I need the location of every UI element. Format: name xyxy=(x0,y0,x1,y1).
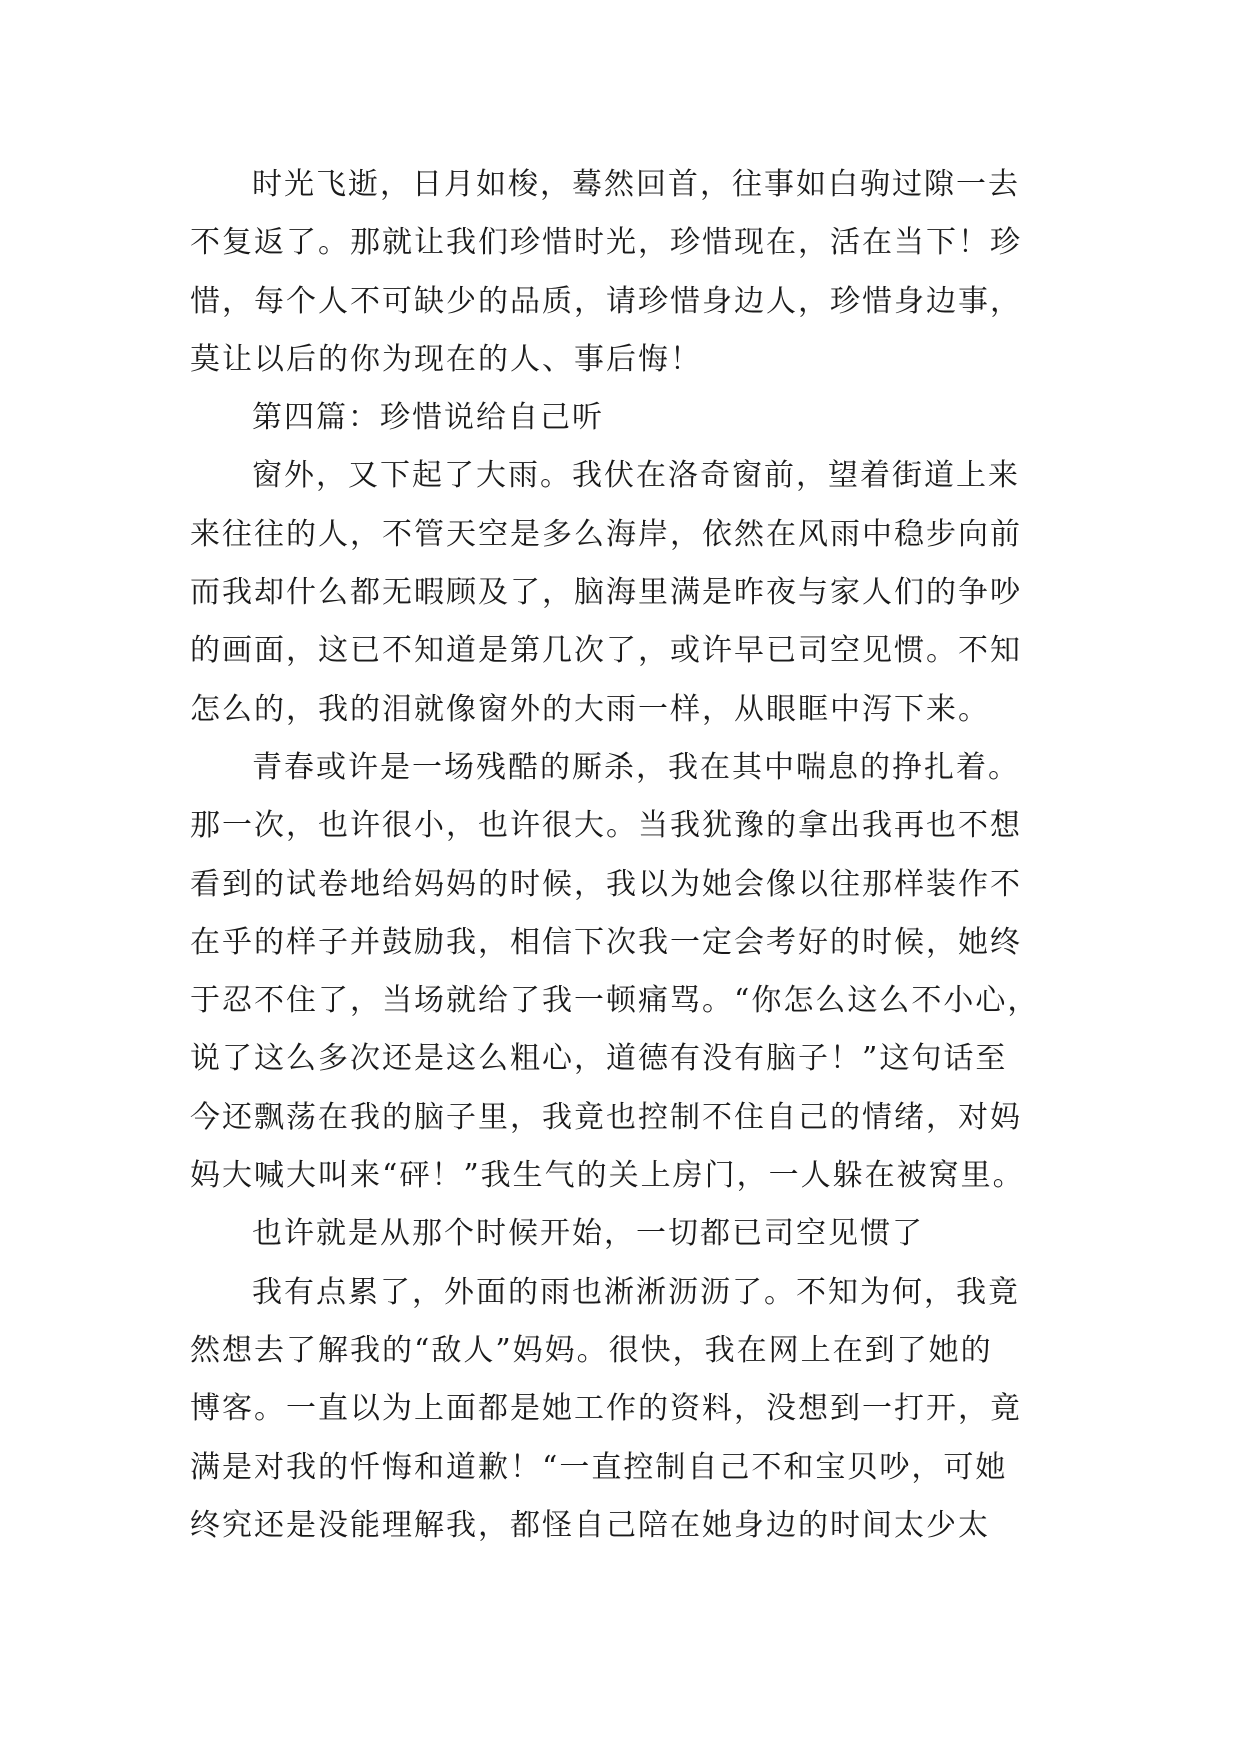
paragraph-line: 于忍不住了，当场就给了我一顿痛骂。“你怎么这么不小心， xyxy=(190,983,1040,1019)
paragraph-line: 而我却什么都无暇顾及了，脑海里满是昨夜与家人们的争吵 xyxy=(190,575,1022,611)
paragraph-line: 时光飞逝，日月如梭，蓦然回首，往事如白驹过隙一去 xyxy=(252,167,1020,202)
document-body xyxy=(190,156,1060,1555)
paragraph-line: 终究还是没能理解我，都怪自己陪在她身边的时间太少太 xyxy=(190,1507,990,1543)
paragraph-line: 的画面，这已不知道是第几次了，或许早已司空见惯。不知 xyxy=(190,633,1022,669)
paragraph-line: 满是对我的忏悔和道歉！“一直控制自己不和宝贝吵，可她 xyxy=(190,1449,1008,1485)
paragraph-line: 说了这么多次还是这么粗心，道德有没有脑子！”这句话至 xyxy=(190,1041,1008,1077)
paragraph-line: 青春或许是一场残酷的厮杀，我在其中喘息的挣扎着。 xyxy=(252,749,1020,785)
paragraph-line: 看到的试卷地给妈妈的时候，我以为她会像以往那样装作不 xyxy=(190,866,1022,902)
paragraph-line: 来往往的人，不管天空是多么海岸，依然在风雨中稳步向前 xyxy=(190,516,1022,552)
paragraph-line: 那一次，也许很小，也许很大。当我犹豫的拿出我再也不想 xyxy=(190,808,1022,844)
paragraph-line: 在乎的样子并鼓励我，相信下次我一定会考好的时候，她终 xyxy=(190,924,1022,960)
paragraph-line: 然想去了解我的“敌人”妈妈。很快，我在网上在到了她的 xyxy=(190,1332,993,1368)
paragraph-line: 我有点累了，外面的雨也淅淅沥沥了。不知为何，我竟 xyxy=(252,1274,1020,1310)
paragraph-line: 妈大喊大叫来“砰！”我生气的关上房门，一人躲在被窝里。 xyxy=(190,1158,1025,1194)
paragraph-line: 博客。一直以为上面都是她工作的资料，没想到一打开，竟 xyxy=(190,1391,1022,1427)
section-heading: 第四篇：珍惜说给自己听 xyxy=(252,400,604,436)
paragraph-line: 今还飘荡在我的脑子里，我竟也控制不住自己的情绪，对妈 xyxy=(190,1099,1022,1135)
paragraph-line: 惜，每个人不可缺少的品质，请珍惜身边人，珍惜身边事， xyxy=(190,283,1022,319)
paragraph-line: 窗外，又下起了大雨。我伏在洛奇窗前，望着街道上来 xyxy=(252,458,1020,494)
paragraph-line: 怎么的，我的泪就像窗外的大雨一样，从眼眶中泻下来。 xyxy=(190,691,990,727)
paragraph-line: 不复返了。那就让我们珍惜时光，珍惜现在，活在当下！珍 xyxy=(190,225,1022,261)
paragraph-line: 莫让以后的你为现在的人、事后悔！ xyxy=(190,341,702,377)
paragraph-line: 也许就是从那个时候开始，一切都已司空见惯了 xyxy=(252,1216,924,1252)
